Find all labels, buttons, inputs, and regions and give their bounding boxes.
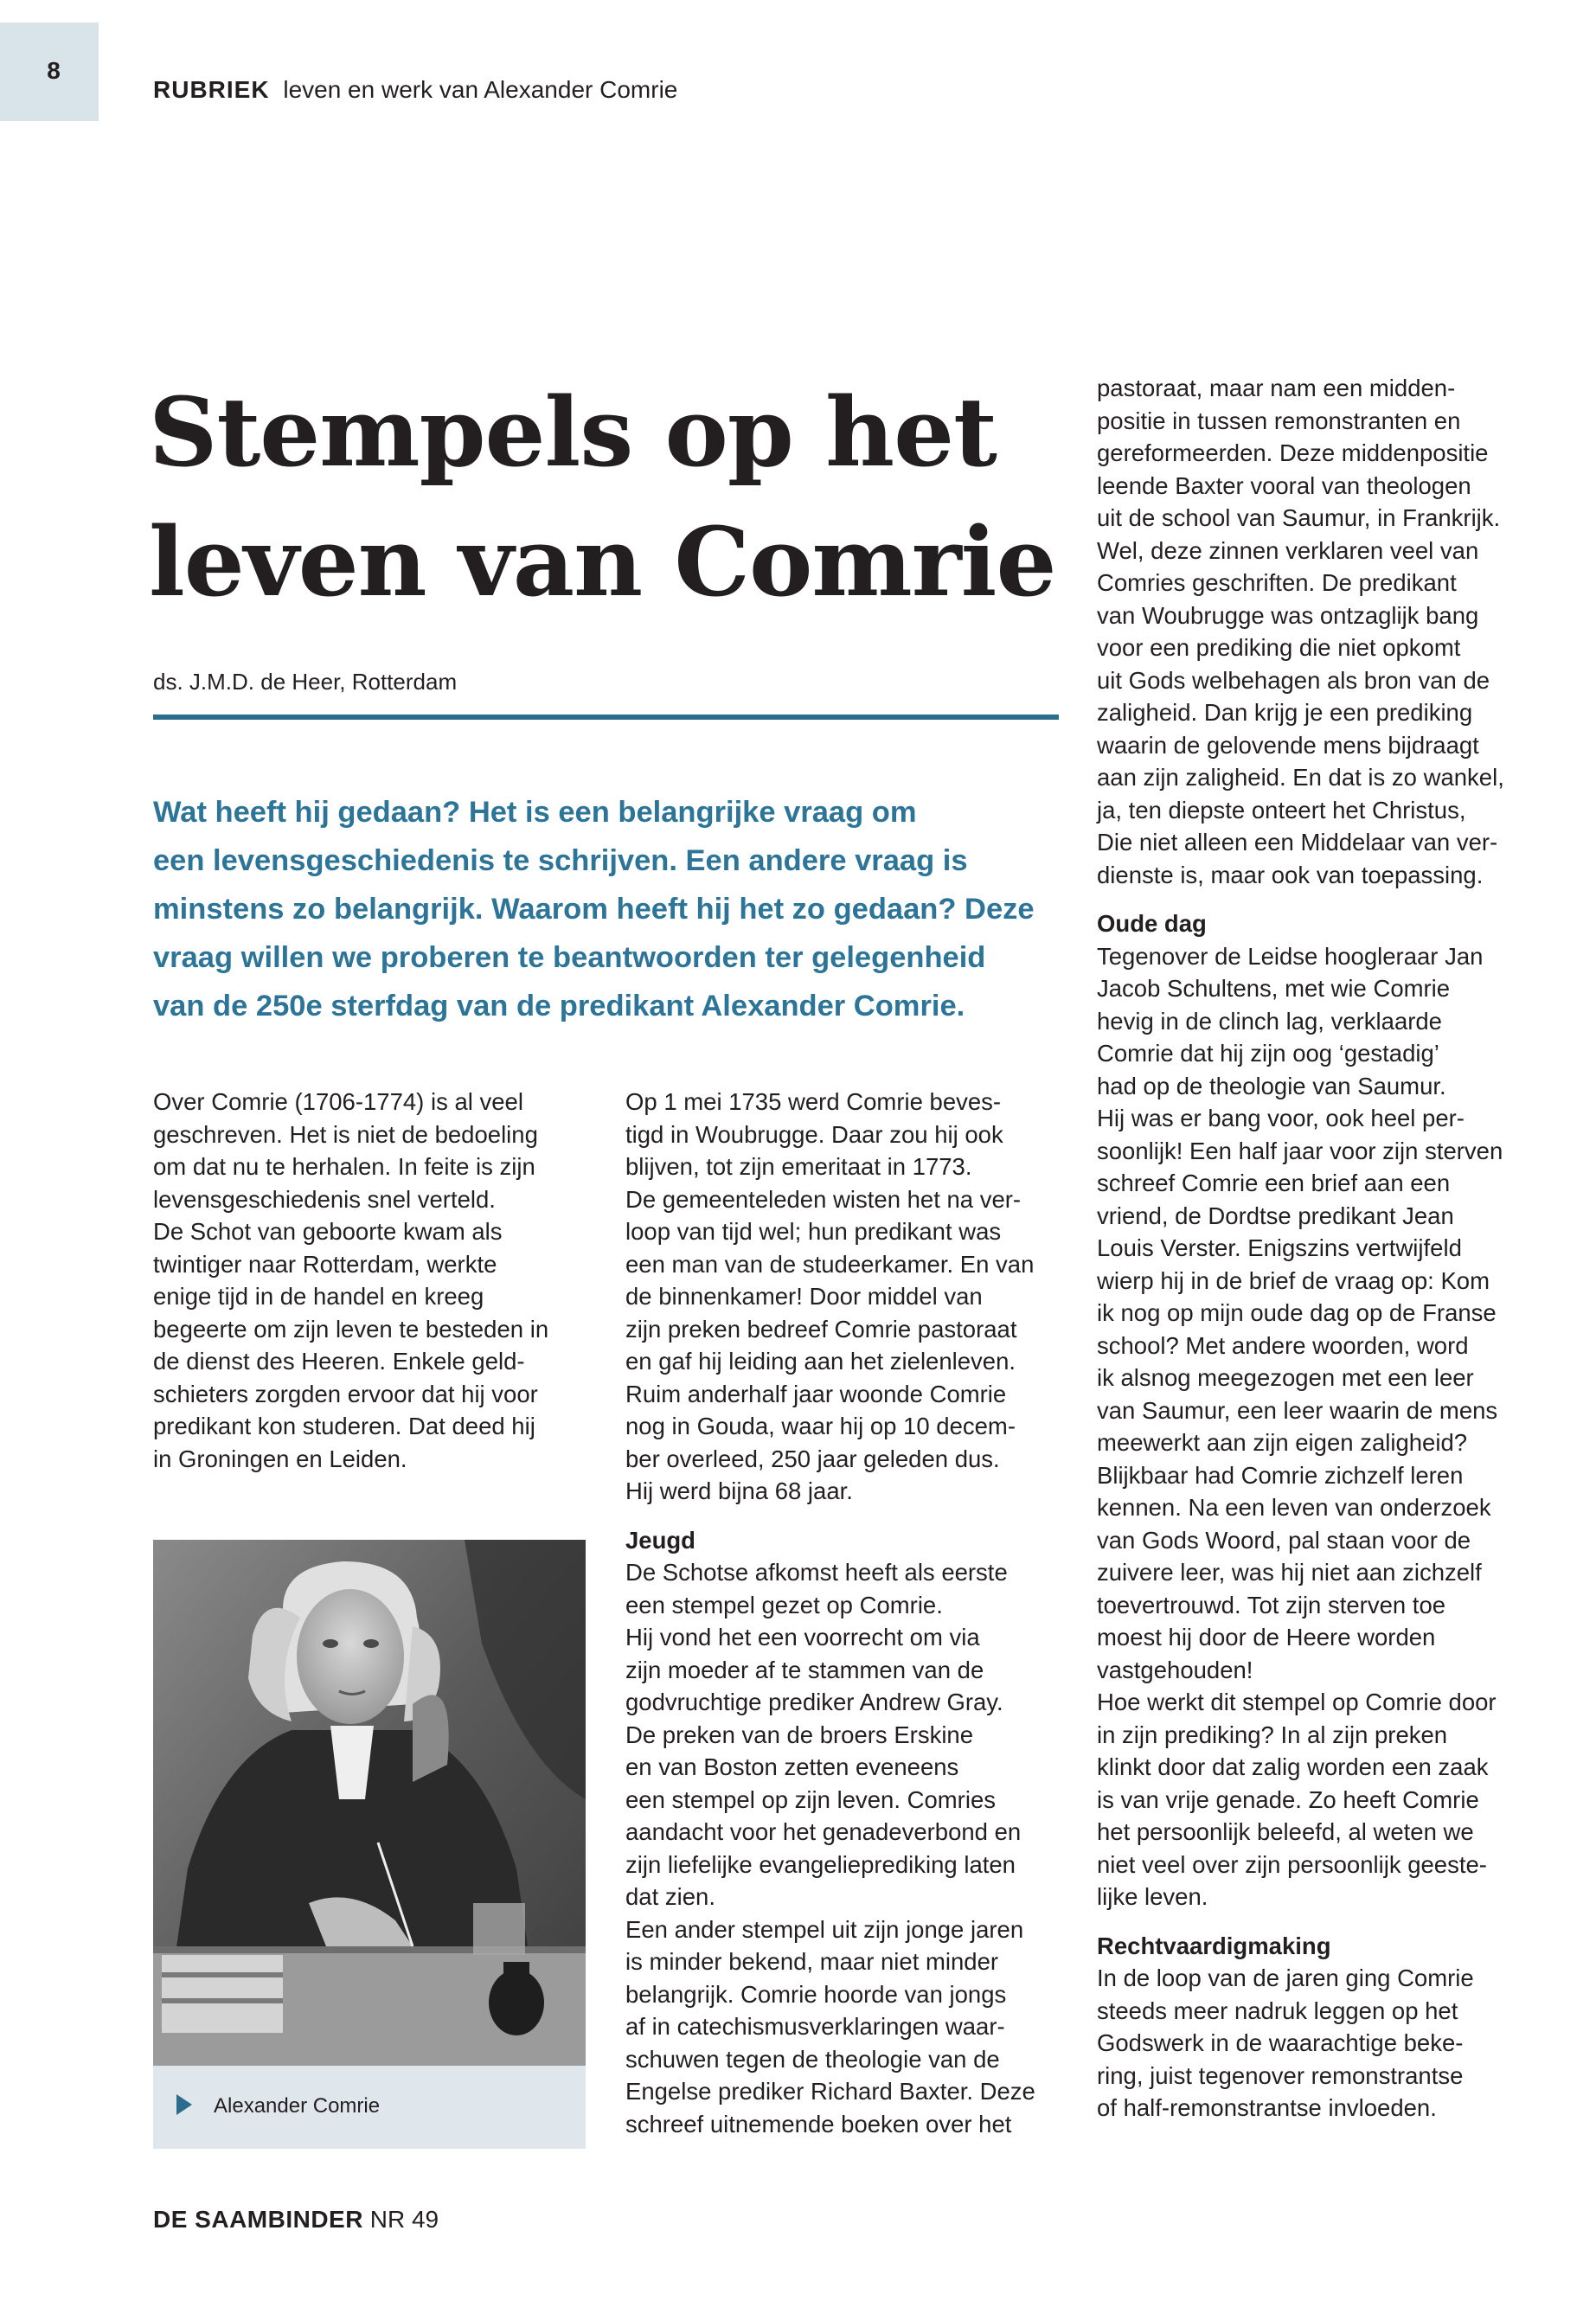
col2-intro-paragraph: Op 1 mei 1735 werd Comrie beves- tigd in Woubrugge. Daar zou hij ook blijven, tot zijn emeritaat in 1773. De gemeenteleden wisten het na ver- loop van tijd wel; hun predikant was een man van de studeerkamer. En van de binnenkamer! Door middel van zijn preken bedreef Comrie pastoraat en gaf hij leiding aan het zielenleven. Ruim anderhalf jaar woonde Comrie nog in Gouda, waar hij op 10 decem- ber overleed, 250 jaar geleden dus. Hij werd bijna 68 jaar. (625, 1088, 1035, 1504)
col1-paragraph: Over Comrie (1706-1774) is al veel geschreven. Het is niet de bedoeling om dat nu te herhalen. In feite is zijn levensgeschiedenis snel verteld. De Schot van geboorte kwam als twintiger naar Rotterdam, werkte enige tijd in de handel en kreeg begeerte om zijn leven te besteden in de dienst des Heeren. Enkele geld- schieters zorgden ervoor dat hij voor predikant kon studeren. Dat deed hij in Groningen en Leiden. (153, 1088, 549, 1472)
body-column-3 (1097, 372, 1547, 2125)
subheading-oude-dag: Oude dag (1097, 910, 1207, 937)
article-author: ds. J.M.D. de Heer, Rotterdam (153, 669, 458, 695)
rubric-header (153, 76, 677, 104)
col3-intro-paragraph: pastoraat, maar nam een midden- positie in tussen remonstranten en gereformeerden. Deze middenpositie leende Baxter vooral van theologen uit de school van Saumur, in Frankrijk. Wel, deze zinnen verklaren veel van Comries geschriften. De predikant van Woubrugge was ontzaglijk bang voor een prediking die niet opkomt uit Gods welbehagen als bron van de zaligheid. Dan krijg je een prediking waarin de gelovende mens bijdraagt aan zijn zaligheid. En dat is zo wankel, ja, ten diepste onteert het Christus, Die niet alleen een Middelaar van ver- dienste is, maar ook van toepassing. (1097, 375, 1504, 888)
col3-body-paragraph-1: Tegenover de Leidse hoogleraar Jan Jacob Schultens, met wie Comrie hevig in de clinch lag, verklaarde Comrie dat hij zijn oog ‘gestadig’ had op de theologie van Saumur. Hij was er bang voor, ook heel per- soonlijk! Een half jaar voor zijn sterven schreef Comrie een brief aan een vriend, de Dordtse predikant Jean Louis Verster. Enigszins vertwijfeld wierp hij in de brief de vraag op: Kom ik nog op mijn oude dag op de Franse school? Met andere woorden, word ik alsnog meegezogen met een leer van Saumur, een leer waarin de mens meewerkt aan zijn eigen zaligheid? Blijkbaar had Comrie zichzelf leren kennen. Na een leven van onderzoek van Gods Woord, pal staan voor de zuivere leer, was hij niet aan zichzelf toevertrouwd. Tot zijn sterven toe moest hij door de Heere worden vastgehouden! Hoe werkt dit stempel op Comrie door in zijn prediking? In al zijn preken klinkt door dat zalig worden een zaak is van vrije genade. Zo heeft Comrie het persoonlijk beleefd, al weten we niet veel over zijn persoonlijk geeste- lijke leven. (1097, 942, 1503, 1910)
portrait-image (153, 1540, 586, 2066)
body-column-1 (153, 1086, 594, 1475)
page-number: 8 (47, 57, 61, 84)
image-caption: Alexander Comrie (214, 2094, 381, 2118)
article-title: Stempels op het leven van Comrie (149, 376, 1056, 618)
magazine-name: DE SAAMBINDER (153, 2206, 363, 2233)
title-divider (153, 715, 1059, 720)
portrait-illustration (153, 1540, 586, 2066)
subheading-rechtvaardigmaking: Rechtvaardigmaking (1097, 1932, 1331, 1959)
page-footer (153, 2206, 439, 2234)
issue-number: NR 49 (369, 2206, 439, 2233)
article-lead: Wat heeft hij gedaan? Het is een belangrijke vraag om een levensgeschiedenis te schrijven. Een andere vraag is minstens zo belangrijk. Waarom heeft hij het zo gedaan? Deze vraag willen we proberen te beantwoorden ter gelegenheid van de 250e sterfdag van de predikant Alexander Comrie. (153, 796, 1035, 1022)
subheading-jeugd: Jeugd (625, 1526, 695, 1554)
rubric-label: RUBRIEK (153, 76, 270, 103)
caption-arrow-icon (176, 2094, 192, 2115)
body-column-2 (625, 1086, 1067, 2140)
col3-body-paragraph-2: In de loop van de jaren ging Comrie steeds meer nadruk leggen op het Godswerk in de waarachtige beke- ring, juist tegenover remonstrantse of half-remonstrantse invloeden. (1097, 1965, 1474, 2121)
col2-body-paragraph: De Schotse afkomst heeft als eerste een stempel gezet op Comrie. Hij vond het een voorrecht om via zijn moeder af te stammen van de godvruchtige prediker Andrew Gray. De preken van de broers Erskine en van Boston zetten eveneens een stempel op zijn leven. Comries aandacht voor het genadeverbond en zijn liefelijke evangelieprediking laten dat zien. Een ander stempel uit zijn jonge jaren is minder bekend, maar niet minder belangrijk. Comrie hoorde van jongs af in catechismusverklaringen waar- schuwen tegen de theologie van de Engelse prediker Richard Baxter. Deze schreef uitnemende boeken over het (625, 1559, 1035, 2138)
rubric-title: leven en werk van Alexander Comrie (283, 76, 678, 103)
